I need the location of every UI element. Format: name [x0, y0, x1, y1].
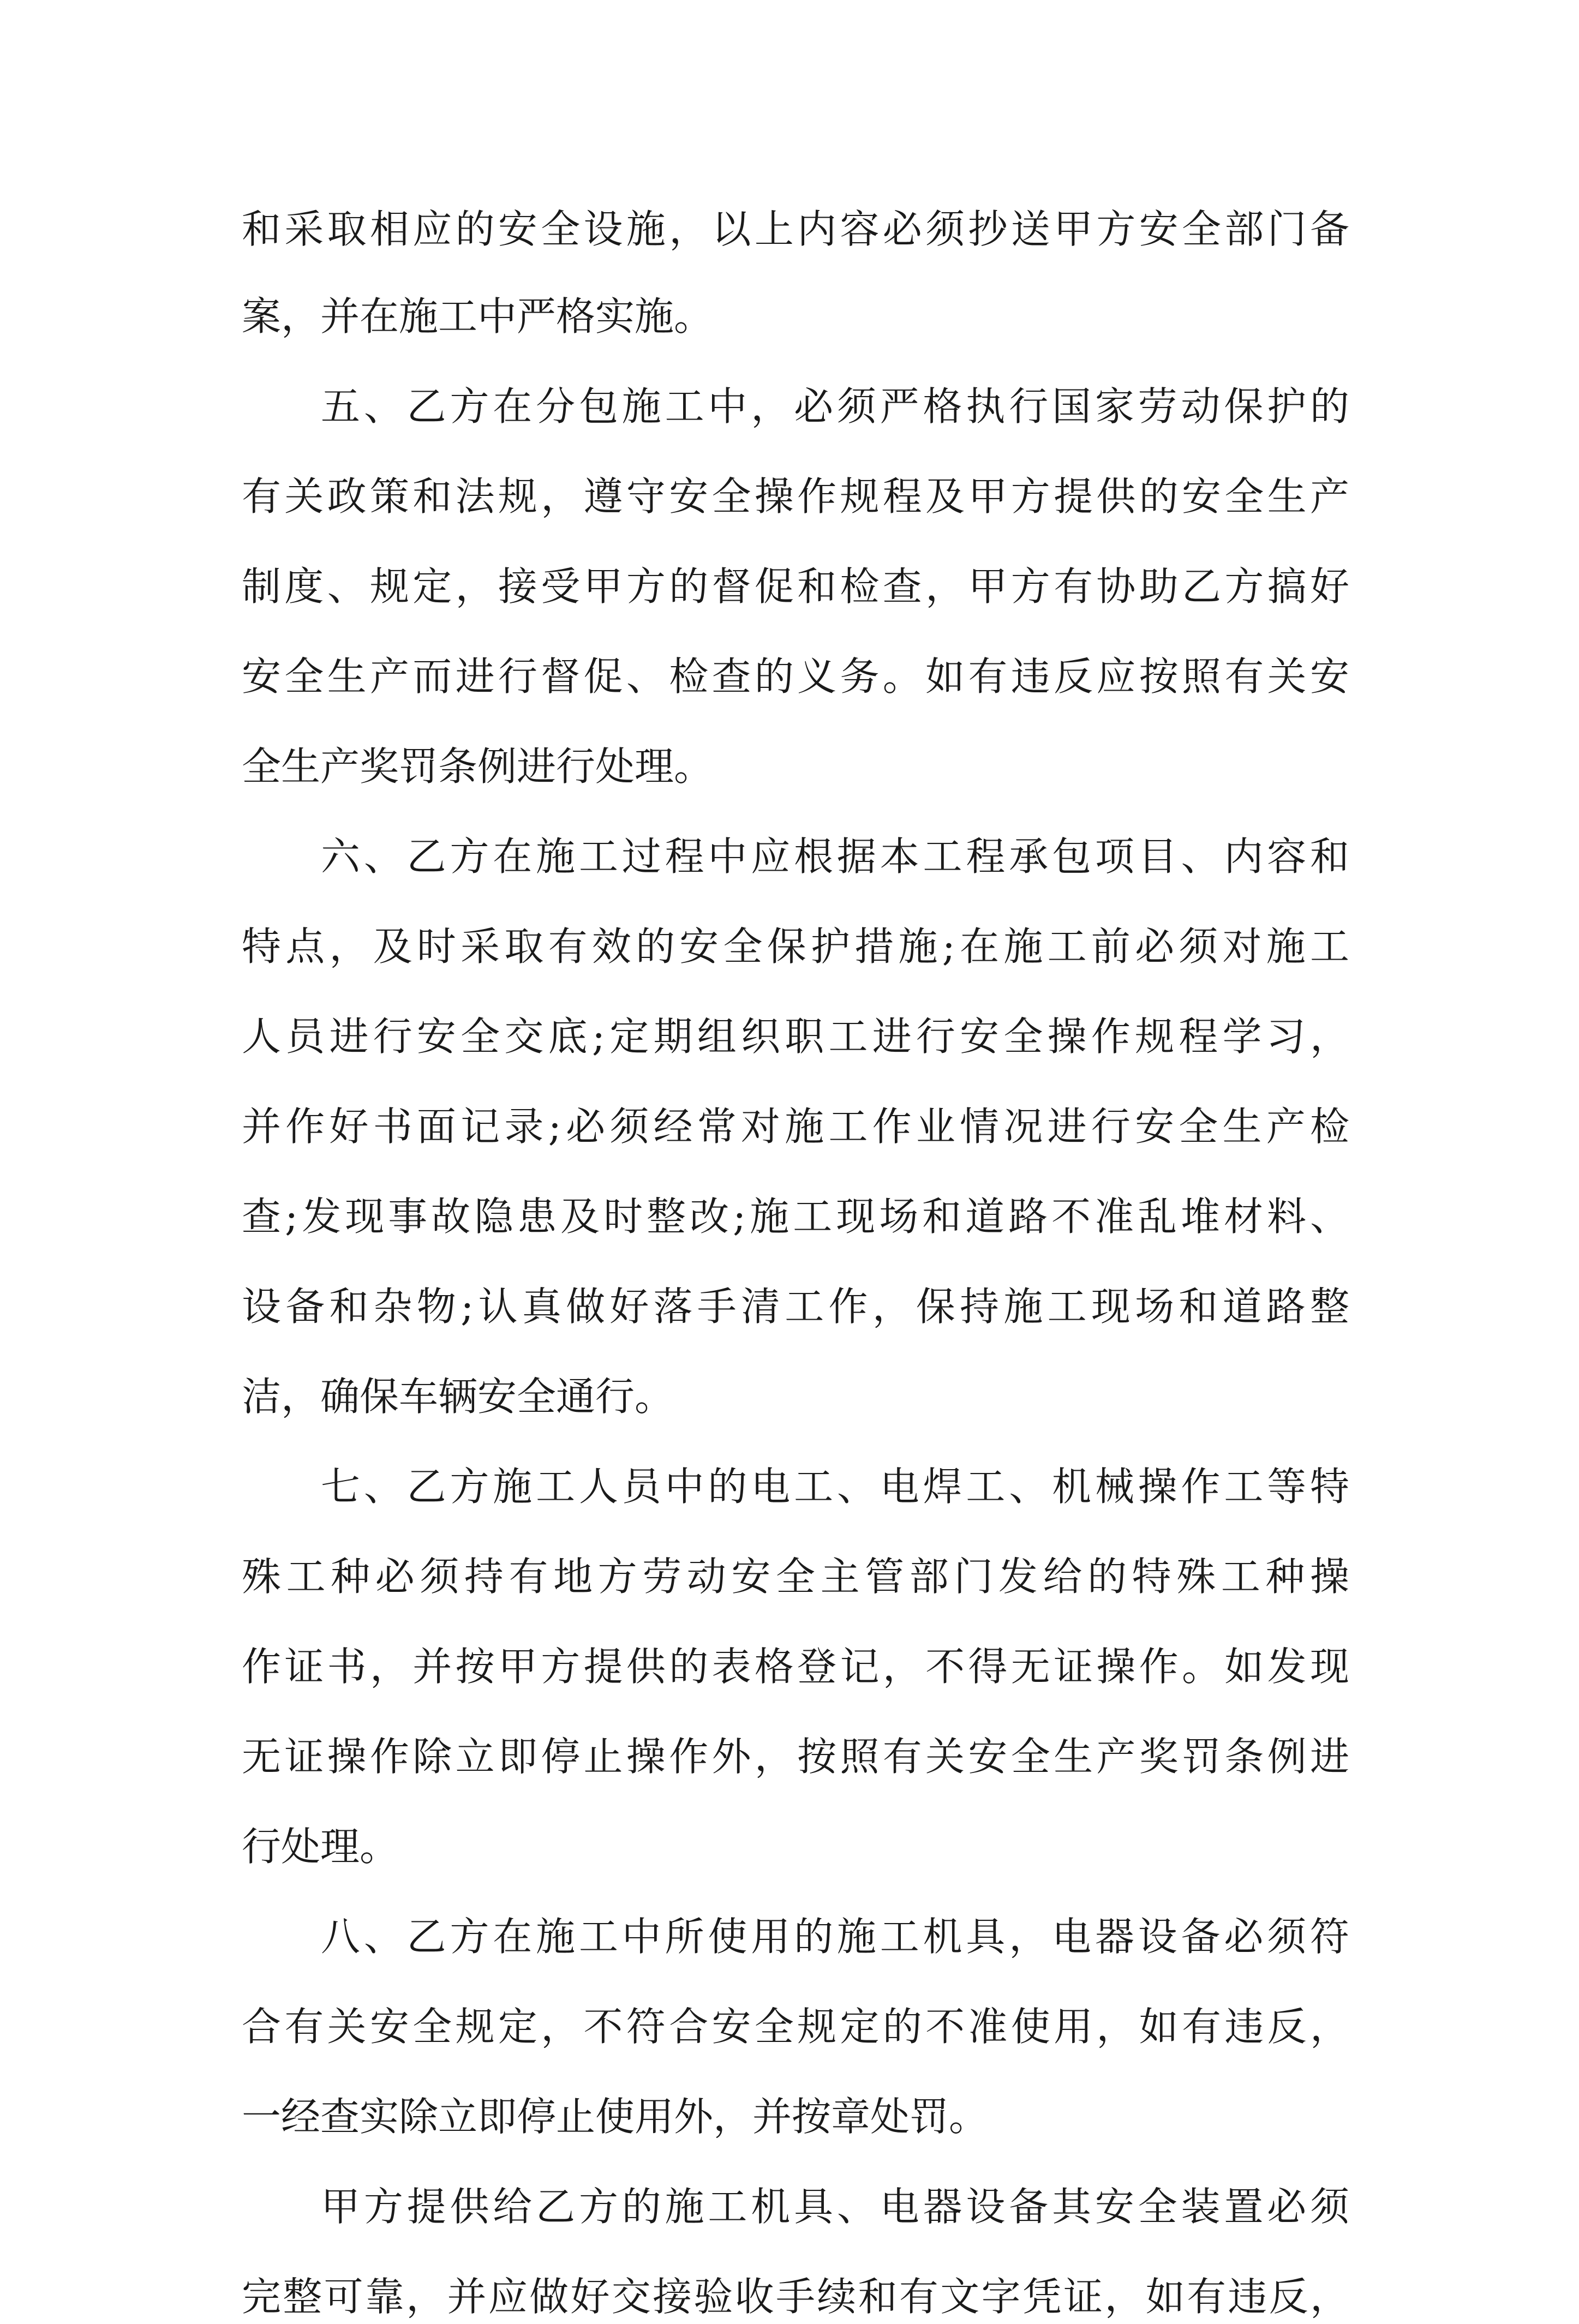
text-line: 安全生产而进行督促、检查的义务。如有违反应按照有关安 [242, 654, 1349, 699]
text-line: 查;发现事故隐患及时整改;施工现场和道路不准乱堆材料、 [242, 1194, 1349, 1239]
text-line: 全生产奖罚条例进行处理。 [242, 744, 714, 789]
text-line: 一经查实除立即停止使用外，并按章处罚。 [242, 2094, 989, 2140]
text-line: 人员进行安全交底;定期组织职工进行安全操作规程学习， [242, 1014, 1349, 1059]
paragraph-five-start: 五、乙方在分包施工中，必须严格执行国家劳动保护的 [321, 384, 1349, 429]
text-line: 案，并在施工中严格实施。 [242, 294, 714, 339]
text-line: 殊工种必须持有地方劳动安全主管部门发给的特殊工种操 [242, 1554, 1349, 1600]
text-line: 并作好书面记录;必须经常对施工作业情况进行安全生产检 [242, 1104, 1349, 1149]
text-line: 行处理。 [242, 1824, 399, 1870]
text-line: 制度、规定，接受甲方的督促和检查，甲方有协助乙方搞好 [242, 564, 1349, 609]
paragraph-seven-start: 七、乙方施工人员中的电工、电焊工、机械操作工等特 [321, 1464, 1349, 1510]
text-line: 无证操作除立即停止操作外，按照有关安全生产奖罚条例进 [242, 1734, 1349, 1780]
paragraph-party-a-start: 甲方提供给乙方的施工机具、电器设备其安全装置必须 [321, 2184, 1349, 2230]
text-line: 完整可靠，并应做好交接验收手续和有文字凭证，如有违反， [242, 2274, 1349, 2320]
text-line: 洁，确保车辆安全通行。 [242, 1374, 674, 1419]
text-line: 作证书，并按甲方提供的表格登记，不得无证操作。如发现 [242, 1644, 1349, 1690]
text-line: 合有关安全规定，不符合安全规定的不准使用，如有违反， [242, 2004, 1349, 2050]
text-line: 设备和杂物;认真做好落手清工作，保持施工现场和道路整 [242, 1284, 1349, 1329]
text-line: 和采取相应的安全设施，以上内容必须抄送甲方安全部门备 [242, 206, 1349, 252]
text-line: 有关政策和法规，遵守安全操作规程及甲方提供的安全生产 [242, 474, 1349, 519]
text-line: 特点，及时采取有效的安全保护措施;在施工前必须对施工 [242, 924, 1349, 969]
paragraph-six-start: 六、乙方在施工过程中应根据本工程承包项目、内容和 [321, 834, 1349, 879]
paragraph-eight-start: 八、乙方在施工中所使用的施工机具，电器设备必须符 [321, 1914, 1349, 1960]
